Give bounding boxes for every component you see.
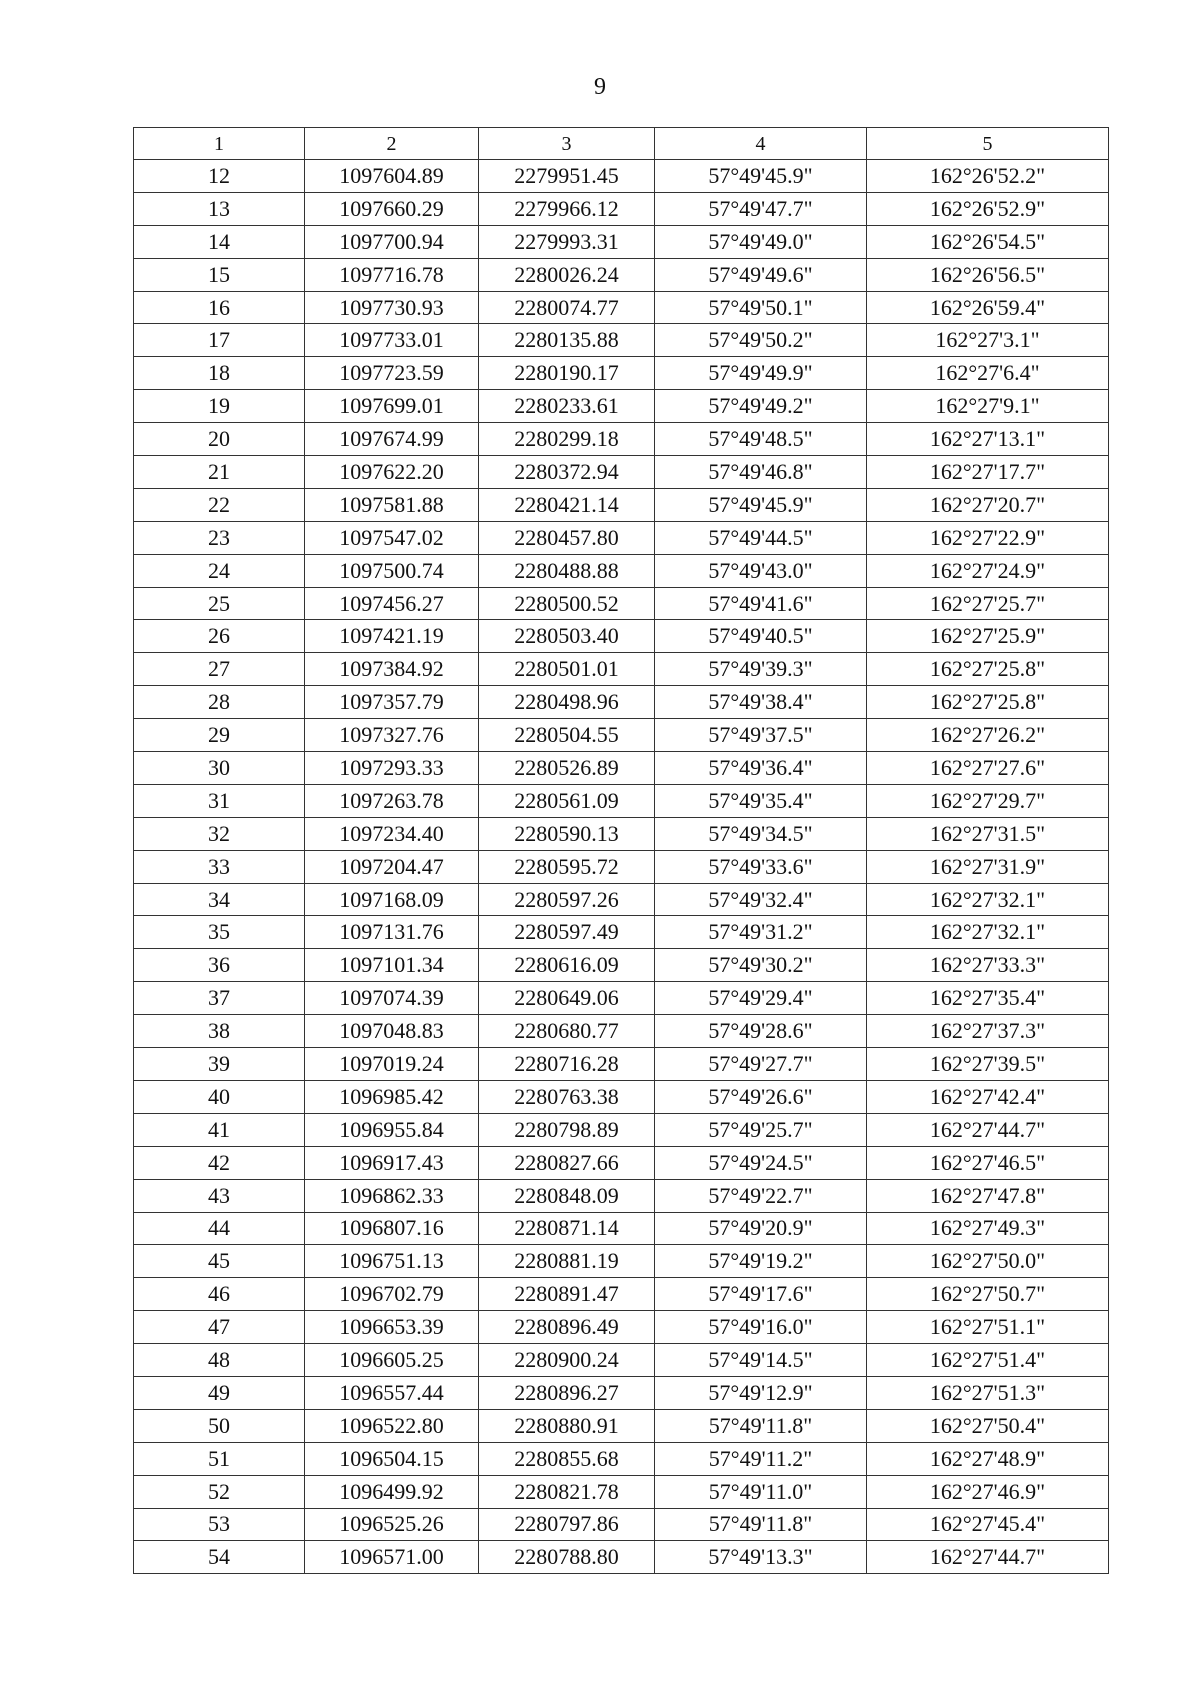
table-row	[134, 1179, 1109, 1212]
latitude-cell: 57°49'49.6"	[655, 258, 867, 291]
coordinate-x-cell: 1097500.74	[305, 554, 479, 587]
table-row	[134, 1311, 1109, 1344]
table-row	[134, 423, 1109, 456]
coordinate-y-cell: 2280896.27	[479, 1376, 655, 1409]
longitude-cell: 162°27'25.8"	[867, 686, 1109, 719]
coordinate-x-cell: 1097716.78	[305, 258, 479, 291]
coordinate-x-cell: 1097168.09	[305, 883, 479, 916]
table-row	[134, 982, 1109, 1015]
point-number-cell: 49	[134, 1376, 305, 1409]
coordinate-x-cell: 1096557.44	[305, 1376, 479, 1409]
point-number-cell: 46	[134, 1278, 305, 1311]
table-row	[134, 587, 1109, 620]
column-header-4: 4	[655, 128, 867, 160]
longitude-cell: 162°27'51.1"	[867, 1311, 1109, 1344]
coordinate-y-cell: 2280488.88	[479, 554, 655, 587]
coordinate-y-cell: 2280074.77	[479, 291, 655, 324]
point-number-cell: 36	[134, 949, 305, 982]
table-row	[134, 719, 1109, 752]
point-number-cell: 33	[134, 850, 305, 883]
coordinate-x-cell: 1097547.02	[305, 521, 479, 554]
point-number-cell: 14	[134, 225, 305, 258]
coordinate-x-cell: 1096571.00	[305, 1541, 479, 1574]
point-number-cell: 16	[134, 291, 305, 324]
longitude-cell: 162°27'22.9"	[867, 521, 1109, 554]
point-number-cell: 31	[134, 784, 305, 817]
point-number-cell: 41	[134, 1113, 305, 1146]
latitude-cell: 57°49'39.3"	[655, 653, 867, 686]
point-number-cell: 28	[134, 686, 305, 719]
latitude-cell: 57°49'32.4"	[655, 883, 867, 916]
longitude-cell: 162°27'20.7"	[867, 488, 1109, 521]
table-row	[134, 456, 1109, 489]
point-number-cell: 51	[134, 1442, 305, 1475]
column-header-3: 3	[479, 128, 655, 160]
coordinate-y-cell: 2280881.19	[479, 1245, 655, 1278]
longitude-cell: 162°27'50.7"	[867, 1278, 1109, 1311]
point-number-cell: 50	[134, 1409, 305, 1442]
coordinate-y-cell: 2280788.80	[479, 1541, 655, 1574]
column-header-2: 2	[305, 128, 479, 160]
coordinate-x-cell: 1097723.59	[305, 357, 479, 390]
longitude-cell: 162°26'52.2"	[867, 160, 1109, 193]
longitude-cell: 162°27'37.3"	[867, 1015, 1109, 1048]
table-row	[134, 620, 1109, 653]
coordinate-x-cell: 1096605.25	[305, 1344, 479, 1377]
coordinate-y-cell: 2280821.78	[479, 1475, 655, 1508]
table-row	[134, 1508, 1109, 1541]
longitude-cell: 162°27'50.0"	[867, 1245, 1109, 1278]
table-row	[134, 258, 1109, 291]
latitude-cell: 57°49'28.6"	[655, 1015, 867, 1048]
latitude-cell: 57°49'11.0"	[655, 1475, 867, 1508]
latitude-cell: 57°49'49.0"	[655, 225, 867, 258]
coordinate-y-cell: 2280026.24	[479, 258, 655, 291]
table-row	[134, 1015, 1109, 1048]
latitude-cell: 57°49'45.9"	[655, 160, 867, 193]
longitude-cell: 162°27'26.2"	[867, 719, 1109, 752]
coordinate-y-cell: 2280848.09	[479, 1179, 655, 1212]
point-number-cell: 54	[134, 1541, 305, 1574]
point-number-cell: 12	[134, 160, 305, 193]
coordinate-x-cell: 1097660.29	[305, 192, 479, 225]
table-row	[134, 817, 1109, 850]
coordinate-x-cell: 1097421.19	[305, 620, 479, 653]
column-header-5: 5	[867, 128, 1109, 160]
table-row	[134, 1278, 1109, 1311]
coordinate-x-cell: 1097456.27	[305, 587, 479, 620]
longitude-cell: 162°27'50.4"	[867, 1409, 1109, 1442]
latitude-cell: 57°49'17.6"	[655, 1278, 867, 1311]
longitude-cell: 162°27'17.7"	[867, 456, 1109, 489]
coordinate-x-cell: 1097733.01	[305, 324, 479, 357]
longitude-cell: 162°26'56.5"	[867, 258, 1109, 291]
point-number-cell: 52	[134, 1475, 305, 1508]
coordinate-y-cell: 2280900.24	[479, 1344, 655, 1377]
coordinate-x-cell: 1097263.78	[305, 784, 479, 817]
coordinate-x-cell: 1097327.76	[305, 719, 479, 752]
table-row	[134, 1409, 1109, 1442]
latitude-cell: 57°49'36.4"	[655, 752, 867, 785]
coordinate-y-cell: 2280855.68	[479, 1442, 655, 1475]
latitude-cell: 57°49'33.6"	[655, 850, 867, 883]
longitude-cell: 162°27'35.4"	[867, 982, 1109, 1015]
point-number-cell: 43	[134, 1179, 305, 1212]
coordinate-x-cell: 1096522.80	[305, 1409, 479, 1442]
coordinate-y-cell: 2280649.06	[479, 982, 655, 1015]
point-number-cell: 17	[134, 324, 305, 357]
coordinate-y-cell: 2280372.94	[479, 456, 655, 489]
latitude-cell: 57°49'26.6"	[655, 1080, 867, 1113]
latitude-cell: 57°49'22.7"	[655, 1179, 867, 1212]
longitude-cell: 162°27'42.4"	[867, 1080, 1109, 1113]
coordinate-y-cell: 2279993.31	[479, 225, 655, 258]
latitude-cell: 57°49'12.9"	[655, 1376, 867, 1409]
longitude-cell: 162°27'6.4"	[867, 357, 1109, 390]
coordinate-y-cell: 2280763.38	[479, 1080, 655, 1113]
point-number-cell: 19	[134, 390, 305, 423]
coordinate-x-cell: 1097131.76	[305, 916, 479, 949]
coordinate-x-cell: 1096985.42	[305, 1080, 479, 1113]
longitude-cell: 162°27'29.7"	[867, 784, 1109, 817]
coordinate-y-cell: 2280504.55	[479, 719, 655, 752]
longitude-cell: 162°27'49.3"	[867, 1212, 1109, 1245]
table-row	[134, 521, 1109, 554]
latitude-cell: 57°49'19.2"	[655, 1245, 867, 1278]
coordinate-x-cell: 1097074.39	[305, 982, 479, 1015]
coordinate-y-cell: 2279966.12	[479, 192, 655, 225]
coordinate-x-cell: 1097699.01	[305, 390, 479, 423]
point-number-cell: 24	[134, 554, 305, 587]
coordinate-x-cell: 1096807.16	[305, 1212, 479, 1245]
coordinate-x-cell: 1096504.15	[305, 1442, 479, 1475]
latitude-cell: 57°49'24.5"	[655, 1146, 867, 1179]
coordinate-x-cell: 1096917.43	[305, 1146, 479, 1179]
column-header-1: 1	[134, 128, 305, 160]
table-row	[134, 357, 1109, 390]
point-number-cell: 29	[134, 719, 305, 752]
table-row	[134, 488, 1109, 521]
coordinate-y-cell: 2280595.72	[479, 850, 655, 883]
coordinate-y-cell: 2280500.52	[479, 587, 655, 620]
latitude-cell: 57°49'40.5"	[655, 620, 867, 653]
point-number-cell: 37	[134, 982, 305, 1015]
coordinate-y-cell: 2280498.96	[479, 686, 655, 719]
header-row	[134, 128, 1109, 160]
latitude-cell: 57°49'31.2"	[655, 916, 867, 949]
coordinate-y-cell: 2280871.14	[479, 1212, 655, 1245]
table-row	[134, 1048, 1109, 1081]
point-number-cell: 23	[134, 521, 305, 554]
point-number-cell: 21	[134, 456, 305, 489]
table-row	[134, 686, 1109, 719]
latitude-cell: 57°49'50.1"	[655, 291, 867, 324]
coordinate-y-cell: 2280421.14	[479, 488, 655, 521]
longitude-cell: 162°26'59.4"	[867, 291, 1109, 324]
coordinate-x-cell: 1097357.79	[305, 686, 479, 719]
point-number-cell: 25	[134, 587, 305, 620]
point-number-cell: 44	[134, 1212, 305, 1245]
longitude-cell: 162°27'9.1"	[867, 390, 1109, 423]
page-number: 9	[594, 74, 606, 100]
point-number-cell: 13	[134, 192, 305, 225]
longitude-cell: 162°27'47.8"	[867, 1179, 1109, 1212]
coordinate-x-cell: 1097384.92	[305, 653, 479, 686]
coordinate-y-cell: 2280590.13	[479, 817, 655, 850]
latitude-cell: 57°49'43.0"	[655, 554, 867, 587]
point-number-cell: 39	[134, 1048, 305, 1081]
longitude-cell: 162°27'44.7"	[867, 1113, 1109, 1146]
coordinate-x-cell: 1097700.94	[305, 225, 479, 258]
longitude-cell: 162°27'51.4"	[867, 1344, 1109, 1377]
latitude-cell: 57°49'16.0"	[655, 1311, 867, 1344]
table-row	[134, 1245, 1109, 1278]
latitude-cell: 57°49'29.4"	[655, 982, 867, 1015]
latitude-cell: 57°49'46.8"	[655, 456, 867, 489]
coordinate-y-cell: 2280299.18	[479, 423, 655, 456]
longitude-cell: 162°27'33.3"	[867, 949, 1109, 982]
latitude-cell: 57°49'11.2"	[655, 1442, 867, 1475]
point-number-cell: 38	[134, 1015, 305, 1048]
longitude-cell: 162°27'31.9"	[867, 850, 1109, 883]
coordinate-y-cell: 2280680.77	[479, 1015, 655, 1048]
latitude-cell: 57°49'34.5"	[655, 817, 867, 850]
coordinate-y-cell: 2280526.89	[479, 752, 655, 785]
latitude-cell: 57°49'11.8"	[655, 1409, 867, 1442]
table-row	[134, 850, 1109, 883]
longitude-cell: 162°27'39.5"	[867, 1048, 1109, 1081]
coordinate-y-cell: 2280797.86	[479, 1508, 655, 1541]
coordinate-x-cell: 1097674.99	[305, 423, 479, 456]
table-row	[134, 291, 1109, 324]
coordinate-y-cell: 2280880.91	[479, 1409, 655, 1442]
point-number-cell: 22	[134, 488, 305, 521]
coordinate-x-cell: 1096955.84	[305, 1113, 479, 1146]
longitude-cell: 162°27'32.1"	[867, 883, 1109, 916]
point-number-cell: 47	[134, 1311, 305, 1344]
coordinate-y-cell: 2280597.49	[479, 916, 655, 949]
table-row	[134, 1376, 1109, 1409]
coordinate-x-cell: 1097581.88	[305, 488, 479, 521]
table-header	[134, 128, 1109, 160]
longitude-cell: 162°27'25.7"	[867, 587, 1109, 620]
coordinate-x-cell: 1097234.40	[305, 817, 479, 850]
coordinate-y-cell: 2280716.28	[479, 1048, 655, 1081]
longitude-cell: 162°27'48.9"	[867, 1442, 1109, 1475]
point-number-cell: 32	[134, 817, 305, 850]
longitude-cell: 162°27'3.1"	[867, 324, 1109, 357]
longitude-cell: 162°27'45.4"	[867, 1508, 1109, 1541]
coordinate-y-cell: 2279951.45	[479, 160, 655, 193]
longitude-cell: 162°27'51.3"	[867, 1376, 1109, 1409]
latitude-cell: 57°49'20.9"	[655, 1212, 867, 1245]
longitude-cell: 162°27'46.5"	[867, 1146, 1109, 1179]
latitude-cell: 57°49'35.4"	[655, 784, 867, 817]
longitude-cell: 162°26'52.9"	[867, 192, 1109, 225]
point-number-cell: 35	[134, 916, 305, 949]
coordinate-y-cell: 2280798.89	[479, 1113, 655, 1146]
longitude-cell: 162°27'46.9"	[867, 1475, 1109, 1508]
latitude-cell: 57°49'49.9"	[655, 357, 867, 390]
coordinate-y-cell: 2280616.09	[479, 949, 655, 982]
point-number-cell: 27	[134, 653, 305, 686]
point-number-cell: 48	[134, 1344, 305, 1377]
coordinate-y-cell: 2280457.80	[479, 521, 655, 554]
coordinate-y-cell: 2280896.49	[479, 1311, 655, 1344]
latitude-cell: 57°49'47.7"	[655, 192, 867, 225]
coordinate-y-cell: 2280233.61	[479, 390, 655, 423]
coordinate-x-cell: 1097204.47	[305, 850, 479, 883]
coordinate-x-cell: 1096751.13	[305, 1245, 479, 1278]
point-number-cell: 18	[134, 357, 305, 390]
coordinates-table	[133, 127, 1109, 1574]
table-row	[134, 784, 1109, 817]
point-number-cell: 30	[134, 752, 305, 785]
table-row	[134, 1475, 1109, 1508]
table-row	[134, 554, 1109, 587]
table-row	[134, 1344, 1109, 1377]
point-number-cell: 26	[134, 620, 305, 653]
point-number-cell: 53	[134, 1508, 305, 1541]
longitude-cell: 162°27'27.6"	[867, 752, 1109, 785]
coordinate-x-cell: 1097101.34	[305, 949, 479, 982]
coordinate-x-cell: 1097730.93	[305, 291, 479, 324]
coordinate-y-cell: 2280827.66	[479, 1146, 655, 1179]
coordinate-y-cell: 2280891.47	[479, 1278, 655, 1311]
latitude-cell: 57°49'14.5"	[655, 1344, 867, 1377]
latitude-cell: 57°49'38.4"	[655, 686, 867, 719]
table-row	[134, 160, 1109, 193]
latitude-cell: 57°49'50.2"	[655, 324, 867, 357]
table-row	[134, 752, 1109, 785]
table-row	[134, 1080, 1109, 1113]
point-number-cell: 40	[134, 1080, 305, 1113]
table-row	[134, 324, 1109, 357]
coordinate-x-cell: 1097604.89	[305, 160, 479, 193]
longitude-cell: 162°27'24.9"	[867, 554, 1109, 587]
longitude-cell: 162°27'25.8"	[867, 653, 1109, 686]
latitude-cell: 57°49'13.3"	[655, 1541, 867, 1574]
point-number-cell: 20	[134, 423, 305, 456]
longitude-cell: 162°27'44.7"	[867, 1541, 1109, 1574]
longitude-cell: 162°27'13.1"	[867, 423, 1109, 456]
coordinate-x-cell: 1097019.24	[305, 1048, 479, 1081]
latitude-cell: 57°49'41.6"	[655, 587, 867, 620]
table-body	[134, 160, 1109, 1574]
latitude-cell: 57°49'37.5"	[655, 719, 867, 752]
table-row	[134, 949, 1109, 982]
table-row	[134, 1442, 1109, 1475]
table-row	[134, 192, 1109, 225]
point-number-cell: 15	[134, 258, 305, 291]
longitude-cell: 162°26'54.5"	[867, 225, 1109, 258]
latitude-cell: 57°49'44.5"	[655, 521, 867, 554]
longitude-cell: 162°27'32.1"	[867, 916, 1109, 949]
coordinate-x-cell: 1097293.33	[305, 752, 479, 785]
latitude-cell: 57°49'48.5"	[655, 423, 867, 456]
table-row	[134, 916, 1109, 949]
coordinate-x-cell: 1096653.39	[305, 1311, 479, 1344]
table-row	[134, 390, 1109, 423]
point-number-cell: 34	[134, 883, 305, 916]
coordinate-x-cell: 1096525.26	[305, 1508, 479, 1541]
table-row	[134, 883, 1109, 916]
latitude-cell: 57°49'30.2"	[655, 949, 867, 982]
table-row	[134, 653, 1109, 686]
latitude-cell: 57°49'45.9"	[655, 488, 867, 521]
latitude-cell: 57°49'25.7"	[655, 1113, 867, 1146]
point-number-cell: 42	[134, 1146, 305, 1179]
coordinate-x-cell: 1097622.20	[305, 456, 479, 489]
coordinate-y-cell: 2280190.17	[479, 357, 655, 390]
coordinate-y-cell: 2280135.88	[479, 324, 655, 357]
latitude-cell: 57°49'27.7"	[655, 1048, 867, 1081]
table-row	[134, 225, 1109, 258]
table-row	[134, 1146, 1109, 1179]
table-row	[134, 1541, 1109, 1574]
coordinate-y-cell: 2280503.40	[479, 620, 655, 653]
table-row	[134, 1212, 1109, 1245]
coordinate-y-cell: 2280561.09	[479, 784, 655, 817]
latitude-cell: 57°49'11.8"	[655, 1508, 867, 1541]
coordinate-y-cell: 2280501.01	[479, 653, 655, 686]
coordinate-y-cell: 2280597.26	[479, 883, 655, 916]
latitude-cell: 57°49'49.2"	[655, 390, 867, 423]
coordinate-x-cell: 1097048.83	[305, 1015, 479, 1048]
coordinate-x-cell: 1096702.79	[305, 1278, 479, 1311]
coordinate-x-cell: 1096862.33	[305, 1179, 479, 1212]
coordinate-x-cell: 1096499.92	[305, 1475, 479, 1508]
longitude-cell: 162°27'25.9"	[867, 620, 1109, 653]
table-row	[134, 1113, 1109, 1146]
point-number-cell: 45	[134, 1245, 305, 1278]
longitude-cell: 162°27'31.5"	[867, 817, 1109, 850]
